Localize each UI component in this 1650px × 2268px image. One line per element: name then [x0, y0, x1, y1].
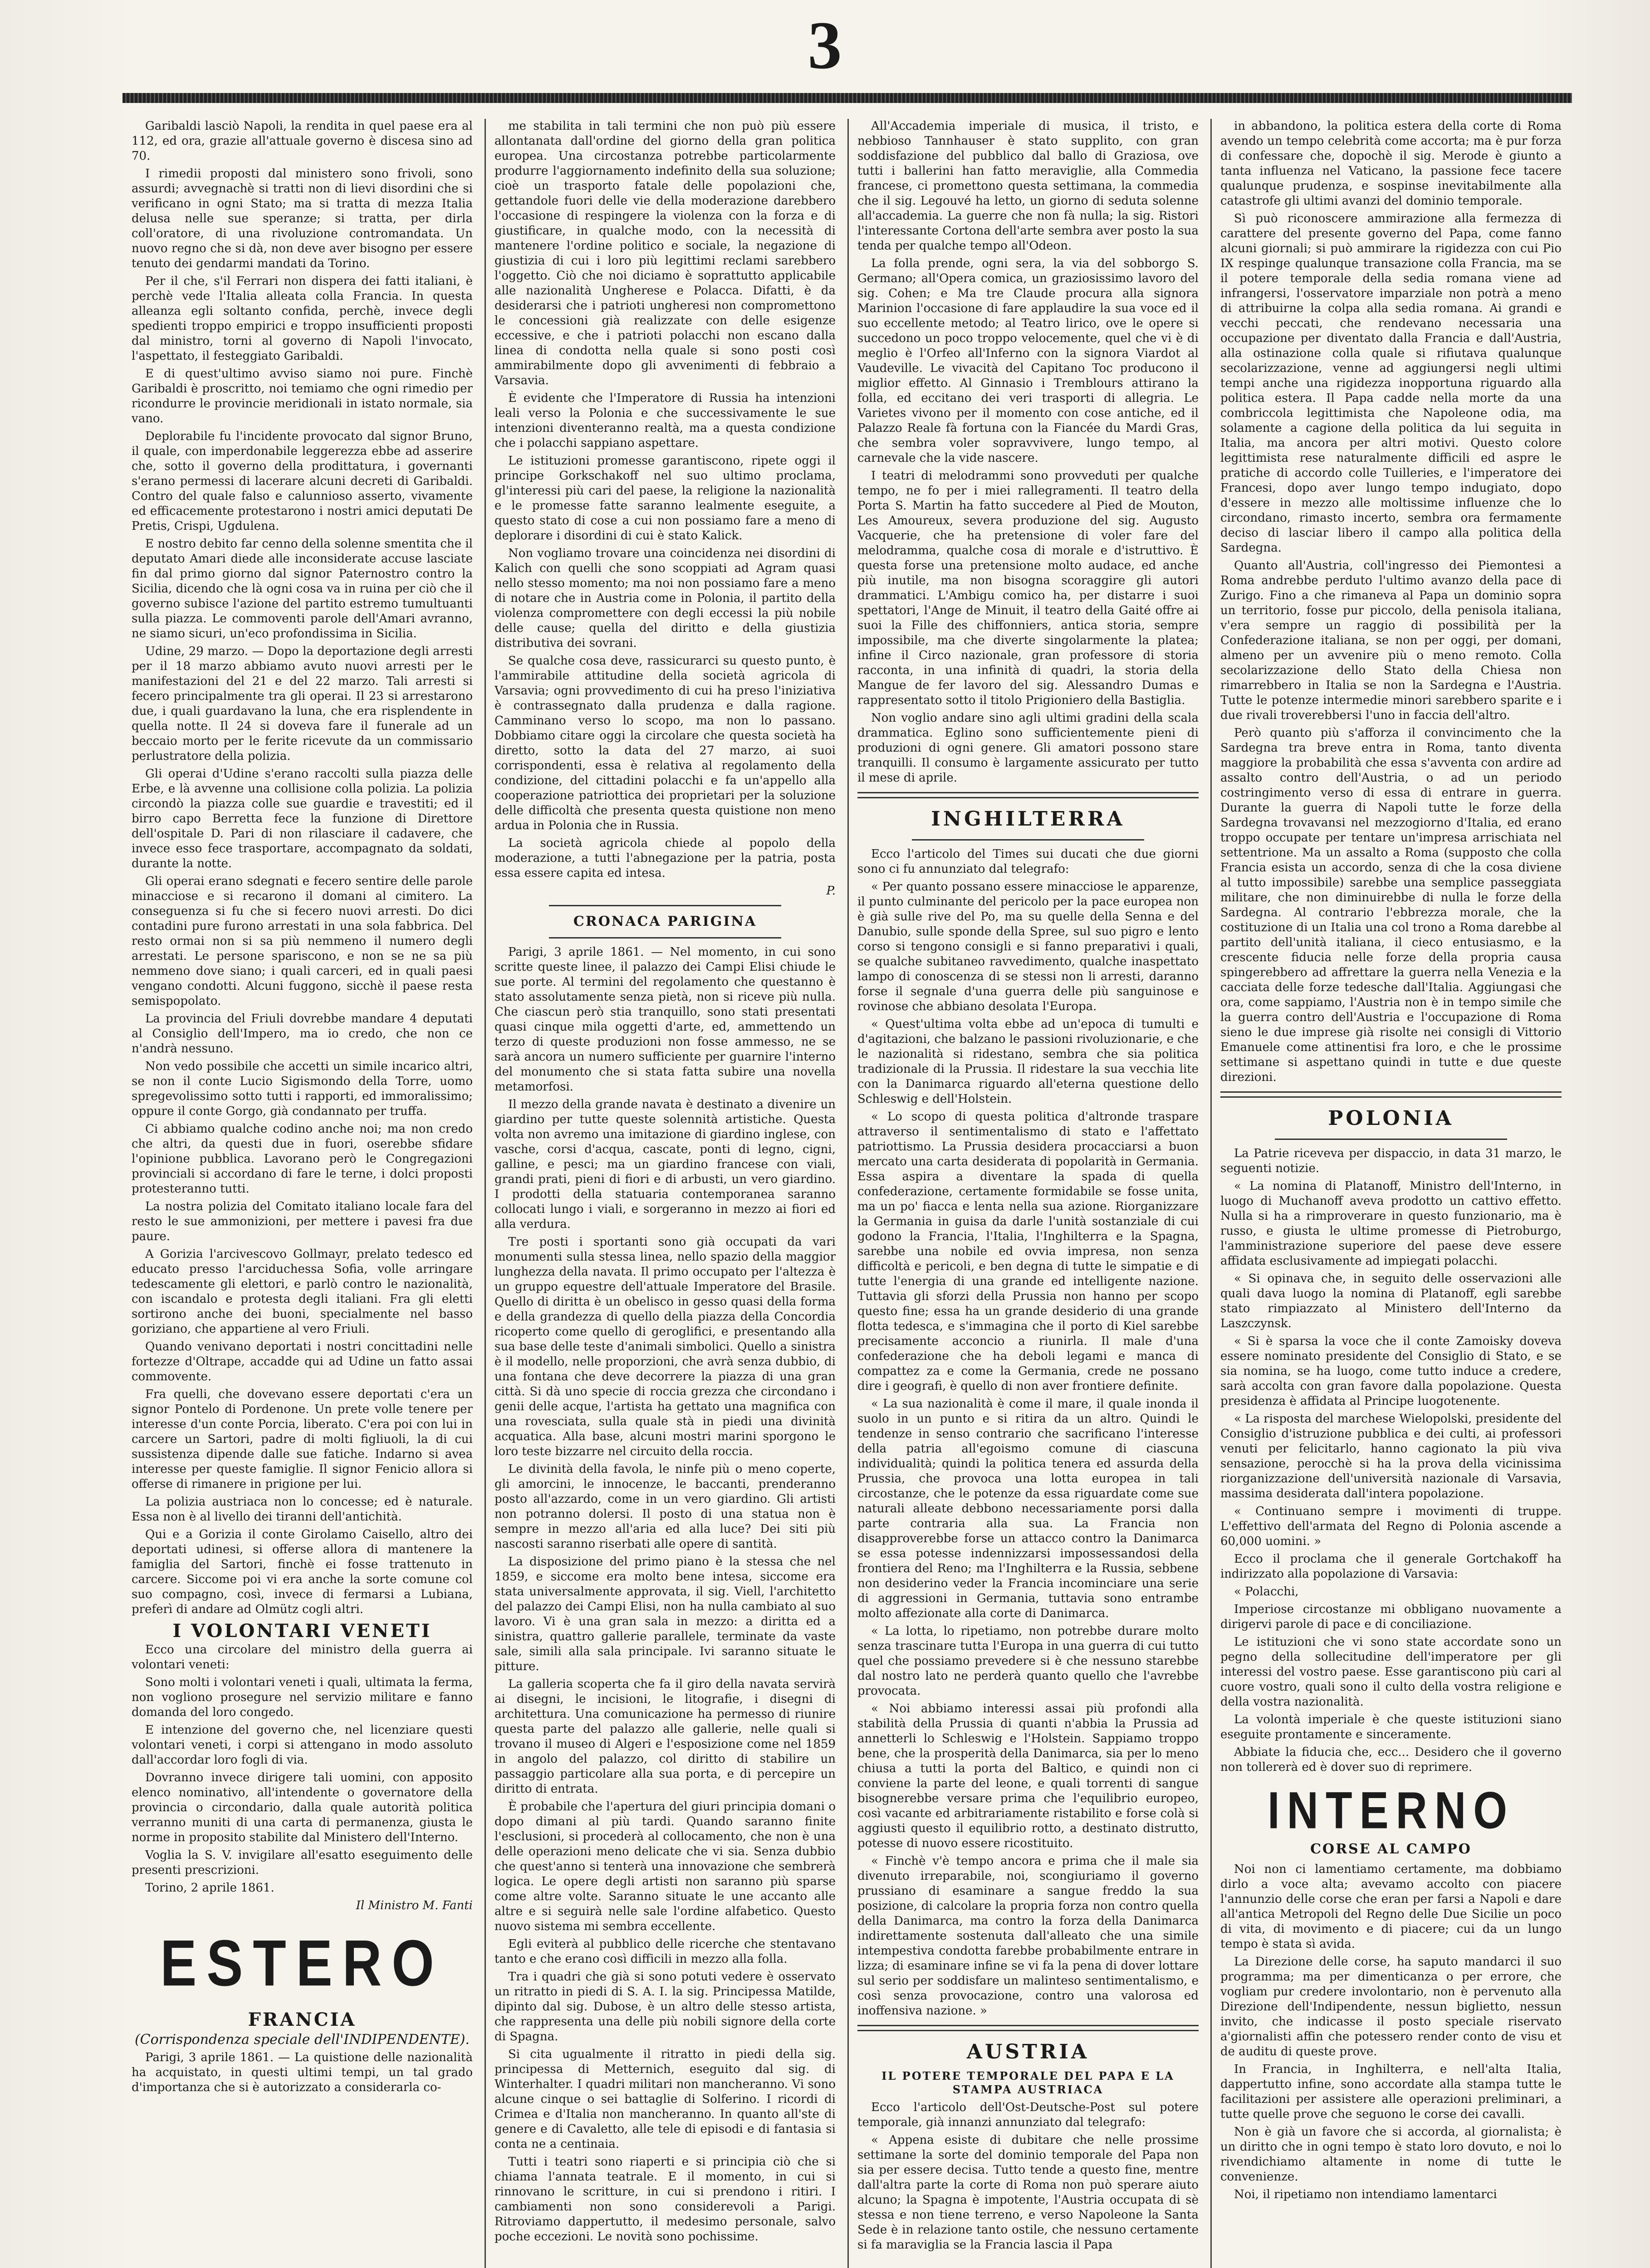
paragraph: Tra i quadri che già si sono potuti vedere è osservato un ritratto in piedi di S. A. I. la sig. Principessa Matilde, dipinto dal sig. Dubose, è un altro delle stesso artista, che rappresenta una delle più nobili signore della corte di Spagna. — [495, 1970, 836, 2043]
paragraph: « La sua nazionalità è come il mare, il quale inonda il suolo in un punto e si ritira da un altro. Quindi le tendenze in senso contrario che sacrificano l'interesse della patria all'egoismo comune di ciascuna individualità; quindi la politica tenera ed assurda della Prussia, che provoca una lotta europea in tali circostanze, che le potenze da essa riguardate come sue naturali alleate debbono necessariamente porsi dalla parte contraria alla sua. La Francia non disapproverebbe forse un attacco contro la Danimarca se essa potesse indennizzarsi impossessandosi della frontiera del Reno; ma l'Inghilterra e la Russia, sebbene non desiderino veder la Francia incominciare una serie di aggressioni in Germania, tuttavia sono entrambe molto affezionate alla corte di Danimarca. — [857, 1397, 1199, 1620]
column-1 — [132, 119, 473, 2268]
paragraph: Le istituzioni promesse garantiscono, ripete oggi il principe Gorkschakoff nel suo ultimo proclama, gl'interessi più cari del paese, la religione la nazionalità e le promesse fatte saranno lealmente eseguite, a questo stato di cose a cui non possiamo fare a meno di deplorare i disordini di cui è stato Kalick. — [495, 454, 836, 543]
paragraph: Abbiate la fiducia che, ecc... Desidero che il governo non tollererà ed è dover suo di reprimere. — [1220, 1745, 1562, 1774]
paragraph: Noi, il ripetiamo non intendiamo lamentarci — [1234, 2188, 1497, 2201]
heading-francia: FRANCIA — [248, 2009, 357, 2030]
paragraph: « Si opinava che, in seguito delle osservazioni alle quali dava luogo la nomina di Platanoff, egli sarebbe stato rimpiazzato al Ministero dell'Interno da Laszczynsk. — [1220, 1272, 1562, 1330]
paragraph: Noi non ci lamentiamo certamente, ma dobbiamo dirlo a voce alta; avevamo accolto con piacere l'annunzio delle corse che eran per farsi a Napoli e dare all'antica Metropoli del Regno delle Due Sicilie un poco di vita, di movimento e di piacere; cui da un lungo tempo è stata sì avida. — [1220, 1862, 1562, 1951]
paragraph: Ecco una circolare del ministro della guerra ai volontari veneti: — [132, 1643, 473, 1672]
paragraph: Fra quelli, che dovevano essere deportati c'era un signor Pontelo di Pordenone. Un prete volle tenere per interesse d'un conte Porcia, liberato. C'era poi con lui in carcere un Sartori, padre di molti figliuoli, la di cui sussistenza dipende dalle sue fatiche. Indarno si avea interesse per queste famiglie. Il signor Fenicio allora si offerse di rimanere in prigione per lui. — [132, 1388, 473, 1491]
austria-subtitle: IL POTERE TEMPORALE DEL PAPA E LA STAMPA AUSTRIACA — [881, 2069, 1175, 2096]
paragraph: È evidente che l'Imperatore di Russia ha intenzioni leali verso la Polonia e che successivamente le sue intenzioni diventeranno realtà, ma a questa condizione che i polacchi sappiano aspettare. — [495, 391, 836, 450]
paragraph: Il mezzo della grande navata è destinato a divenire un giardino per tutte queste solennità artistiche. Questa volta non avremo una imitazione di giardino inglese, con vasche, corsi d'acqua, cascate, ponti di legno, cigni, galline, e pesci; ma un giardino francese con viali, grandi prati, pieni di fiori e di arbusti, un vero giardino. I prodotti della statuaria contemporanea saranno collocati lungo i viali, e sorgeranno in mezzo ai fiori ed alla verdura. — [495, 1098, 836, 1231]
paragraph: Gli operai erano sdegnati e fecero sentire delle parole minacciose e si recarono il domani al cimitero. La conseguenza si fu che si fecero nuovi arresti. Do dici contadini pure furono arrestati in una sola fabbrica. Del resto ormai non si sa più nemmeno il numero degli arrestati. Le persone spariscono, e non se ne sa più nemmeno dove siano; i quali carceri, ed in quali paesi vengano condotti. Alcuni fuggono, sicchè il paese resta semispopolato. — [132, 875, 473, 1008]
paragraph: Quando venivano deportati i nostri concittadini nelle fortezze d'Oltrape, accadde qui ad Udine un fatto assai commovente. — [132, 1340, 473, 1383]
paragraph: E nostro debito far cenno della solenne smentita che il deputato Amari diede alle inconsiderate accuse lasciate fin dal primo giorno dal signor Paternostro contro la Sicilia, dicendo che là ogni cosa va in ruina per ciò che il governo subisce l'azione del partito estremo tumultuanti sulla piazza. Le commoventi parole dell'Amari avranno, ne siamo sicuri, un'eco profondissima in Sicilia. — [132, 537, 473, 640]
column-4-body — [1220, 119, 1562, 1085]
column-separator — [1210, 119, 1212, 2268]
polonia-body — [1220, 1146, 1562, 1775]
paragraph: Tutti i teatri sono riaperti e si principia ciò che si chiama l'annata teatrale. E il momento, in cui si rinnovano le scritture, in cui si prendono i ritiri. I cambiamenti non sono considerevoli a Parigi. Ritroviamo dappertutto, il medesimo personale, salvo poche eccezioni. Le novità sono pochissime. — [495, 2155, 836, 2244]
heading-corse-al-campo: CORSE AL CAMPO — [1310, 1841, 1472, 1857]
paragraph: Sì può riconoscere ammirazione alla fermezza di carattere del presente governo del Papa, come fanno alcuni giornali; si può ammirare la rigidezza con cui Pio IX respinge qualunque transazione colla Francia, ma se il potere temporale della sedia romana viene ad infrangersi, l'osservatore imparziale non potrà a meno di attribuirne la colpa alla sedia romana. Ai grandi e vecchi peccati, che rendevano necessaria una occupazione per diventato dalla Francia e dall'Austria, alla ostinazione colla quale si rifiutava qualunque secolarizzazione, venne ad aggiungersi negli ultimi tempi anche una rigidezza inopportuna riguardo alla politica estera. Il Papa cadde nella morte da una combriccola legittimista che Napoleone odia, ma solamente a cagione della politica da lui seguita in Italia, ma ancora per altri motivi. Questo colore legittimista rese naturalmente difficili ed aspre le pratiche di accordo colle Tuilleries, e l'imperatore dei Francesi, dopo aver lungo tempo indugiato, dopo d'essere in mezzo alle moltissime influenze che lo circondano, rimasto incerto, sembra ora fermamente deciso di lasciar libero il campo alla politica della Sardegna. — [1220, 212, 1562, 555]
paragraph: In Francia, in Inghilterra, e nell'alta Italia, dappertutto infine, sono accordate alla stampa tutte le facilitazioni per assistere alle operazioni preliminari, a tutte quelle prove che seguono le corse dei cavalli. — [1220, 2063, 1562, 2121]
paragraph: Ecco l'articolo del Times sui ducati che due giorni sono ci fu annunziato dal telegrafo: — [857, 847, 1199, 876]
header-rule — [122, 93, 1572, 103]
paragraph: « Si è sparsa la voce che il conte Zamoisky doveva essere nominato presidente del Consiglio di Stato, e se sia nomina, se ha luogo, come tutto induce a credere, sarà accolta con gran favore dalla popolazione. Questa presidenza è affidata al Principe luogotenente. — [1220, 1334, 1562, 1408]
paragraph: Non vedo possibile che accetti un simile incarico altri, se non il conte Lucio Sigismondo della Torre, uomo spregevolissimo sotto tutti i rapporti, ed immoralissimo; oppure il conte Gorgo, già condannato per truffa. — [132, 1060, 473, 1118]
paragraph: Non è già un favore che si accorda, al giornalista; è un diritto che in ogni tempo è stato loro dovuto, e noi lo rivendichiamo altamente in nome di tutte le convenienze. — [1220, 2125, 1562, 2184]
cronaca-body — [495, 945, 836, 2244]
column-3-body — [857, 119, 1199, 786]
paragraph: Però quanto più s'afforza il convincimento che la Sardegna tra breve entra in Roma, tanto diventa maggiore la probabilità che essa s'avventa con ardire ad assalto contro dell'Austria, o ad un periodo costringimento verso di essa di entrare in guerra. Durante la guerra di Napoli tutte le forze della Sardegna trovavansi nel mezzogiorno d'Italia, ed erano troppo occupate per tentare un'impresa arrischiata nel settentrione. Ma un assalto a Roma (supposto che colla Francia esista un accordo, senza di che la cosa diviene al tutto impossibile) sarebbe una semplice passeggiata militare, che non diminuirebbe di nulla le forze della Sardegna. Al contrario l'ebbrezza morale, che la costituzione di un Italia una col trono a Roma darebbe al partito dell'unità italiana, il cieco entusiasmo, e la crescente fiducia nelle forze della propria causa spingerebbero ad affrettare la guerra nella Venezia e la cacciata delle forze tedesche dall'Italia. Aggiungasi che ora, come sappiamo, l'Austria non è in tempo simile che la guerra contro dell'Austria e l'occupazione di Roma sieno le due imprese già risolte nei consigli di Vittorio Emanuele come attinentisi fra loro, e che le prossime settimane si aspettano quindi in tutte e due queste direzioni. — [1220, 726, 1562, 1084]
paragraph: « Continuano sempre i movimenti di truppe. L'effettivo dell'armata del Regno di Polonia ascende a 60,000 uomini. » — [1220, 1505, 1562, 1548]
paragraph: « Finchè v'è tempo ancora e prima che il male sia divenuto irreparabile, noi, scongiuriamo il governo prussiano di esaminare a sangue freddo la sua posizione, di calcolare la propria forza non contro quella della Danimarca, ma contro la forza della Danimarca indirettamente sostenuta dall'alleato che una simile intempestiva condotta farebbe probabilmente entrare in lizza; di esaminare infine se vi fa la pena di dover lottare sul serio per soddisfare un malinteso sentimentalismo, e così senza provocazione, contro una valorosa ed inoffensiva nazione. » — [857, 1854, 1199, 2018]
paragraph: Per il che, s'il Ferrari non dispera dei fatti italiani, è perchè vede l'Italia alleata colla Francia. In questa alleanza egli soltanto confida, perchè, invece degli spedienti troppo empirici e troppo insufficienti proposti dal ministro, torni al governo di Napoli l'invocato, l'aspettato, il festeggiato Garibaldi. — [132, 274, 473, 363]
paragraph: La società agricola chiede al popolo della moderazione, a tutti l'abnegazione per la patria, posta essa essere capita ed intesa. — [495, 836, 836, 880]
paragraph: « Quest'ultima volta ebbe ad un'epoca di tumulti e d'agitazioni, che balzano le passioni rivoluzionarie, e che le nazionalità si ridestano, sembra che sia politica tradizionale di la Prussia. Il ridestare la sua vecchia lite con la Danimarca riguardo all'eterna questione dello Schleswig e dell'Holstein. — [857, 1017, 1199, 1106]
paragraph: Parigi, 3 aprile 1861. — Nel momento, in cui sono scritte queste linee, il palazzo dei Campi Elisi chiude le sue porte. Al termini del regolamento che questanno è stato assolutamente senza pietà, non si riceve più nulla. Che ciascun però stia tranquillo, sono stati presentati quasi cinque mila oggetti d'arte, ed, ammettendo un terzo di queste produzioni non fosse ammesso, ne se sarà ancora un numero sufficiente per guarnire l'interno del monumento che si stata fatta subire una novella metamorfosi. — [495, 945, 836, 1094]
minister-signature: Il Ministro M. Fanti — [356, 1899, 473, 1912]
divider — [912, 839, 1144, 841]
paragraph: Si cita ugualmente il ritratto in piedi della sig. principessa di Metternich, eseguito dal sig. di Winterhalter. I quadri militari non mancheranno. Vi sono alcune cinque o sei battaglie di Solferino. I ricordi di Crimea e d'Italia non mancheranno. In quanto all'ste di genere e di Cavaletto, alle tele di episodi e di fantasia si conta ne a centinaia. — [495, 2048, 836, 2151]
divider — [857, 792, 1199, 798]
heading-inghilterra: INGHILTERRA — [931, 807, 1125, 831]
divider — [549, 937, 781, 938]
paragraph: La polizia austriaca non lo concesse; ed è naturale. Essa non è al livello dei tiranni dell'antichità. — [132, 1495, 473, 1524]
paragraph: « Noi abbiamo interessi assai più profondi alla stabilità della Prussia di quanti n'abbia la Prussia ad annetterli lo Schleswig e l'Holstein. Sappiamo troppo bene, che la prosperità della Danimarca, sia per lo meno chiusa a tutti la porta del Baltico, e quindi non ci conviene la parte del leone, e quali torrenti di sangue bisognerebbe versare prima che l'equilibrio europeo, così vacante ed arbitrariamente ristabilito e forse colà si aggiusti questo il equilibrio rotto, a destinato distrutto, potesse di nuovo essere ricostituito. — [857, 1702, 1199, 1850]
paragraph: « Per quanto possano essere minacciose le apparenze, il punto culminante del pericolo per la pace europea non è già sulle rive del Po, ma su quelle della Senna e del Danubio, sulle sponde della Spree, sul suo pigro e lento corso si tengono consigli e si fanno preparativi i quali, se qualche subitaneo ravvedimento, qualche inaspettato lampo di conoscenza di se stessi non li arresti, daranno forse il segnale d'una guerra delle più sanguinose e rovinose che abbiano desolata l'Europa. — [857, 880, 1199, 1013]
divider — [1275, 1139, 1507, 1140]
paragraph: Quanto all'Austria, coll'ingresso dei Piemontesi a Roma andrebbe perduto l'ultimo avanzo della pace di Zurigo. Fino a che rimaneva al Papa un dominio sopra un territorio, fosse pur piccolo, della penisola italiana, v'era sempre un raggio di possibilità per la Confederazione italiana, se non per oggi, per domani, almeno per un avvenire più o meno remoto. Colla secolarizzazione dello Stato della Chiesa non rimarrebbero in Italia se non la Sardegna e l'Austria. Tutte le potenze intermedie minori sarebbero sparite e i due rivali troverebbersi l'uno in faccia dell'altro. — [1220, 559, 1562, 722]
paragraph: Voglia la S. V. invigilare all'esatto eseguimento delle presenti prescrizioni. — [132, 1848, 473, 1877]
paragraph: Imperiose circostanze mi obbligano nuovamente a dirigervi parole di pace e di conciliazione. — [1220, 1603, 1562, 1631]
paragraph: Non vogliamo trovare una coincidenza nei disordini di Kalich con quelli che sono scoppiati ad Agram quasi nello stesso momento; ma noi non possiamo fare a meno di notare che in Austria come in Polonia, il partito della violenza compromettere con degli eccessi la più nobile delle cause; quella del diritto e della giustizia distributiva dei sovrani. — [495, 547, 836, 650]
heading-austria: AUSTRIA — [966, 2040, 1090, 2063]
paragraph: Ci abbiamo qualche codino anche noi; ma non credo che altri, da questi due in fuori, oserebbe sfidare l'opinione pubblica. Lavorano però le Congregazioni provinciali si accordano di fare le terne, i dolci proposti protesteranno tutti. — [132, 1122, 473, 1196]
column-2-body — [495, 119, 836, 881]
paragraph: Sono molti i volontari veneti i quali, ultimata la ferma, non vogliono prosegure nel servizio militare e fanno domanda del loro congedo. — [132, 1676, 473, 1719]
paragraph: A Gorizia l'arcivescovo Gollmayr, prelato tedesco ed educato presso l'arciduchessa Sofia, volle arringare tedescamente gli elettori, e parlò contro le nazionalità, con iscandalo e protesta degli italiani. Fra gli eletti sortirono anche dei buoni, specialmente nel basso goriziano, che appartiene al vero Friuli. — [132, 1247, 473, 1336]
paragraph: « Appena esiste di dubitare che nelle prossime settimane la sorte del dominio temporale del Papa non sia per essere decisa. Tutto tende a questo fine, mentre dall'altra parte la corte di Roma non può sperare aiuto alcuno; la Spagna è impotente, l'Austria occupata di sè stessa e non tiene terreno, e verso Napoleone la Santa Sede è in relazione tanto ostile, che nessuno certamente si fa maraviglia se la Francia lascia il Papa — [857, 2133, 1199, 2252]
divider — [857, 2025, 1199, 2031]
paragraph: Le istituzioni che vi sono state accordate sono un pegno della sollecitudine dell'imperatore per gli interessi del vostro paese. Esse garantiscono più cari al cuore vostro, quali sono il culto della vostra religione e della vostra nazionalità. — [1220, 1635, 1562, 1709]
paragraph: « La lotta, lo ripetiamo, non potrebbe durare molto senza trascinare tutta l'Europa in una guerra di cui tutto quel che possiamo prevedere si è che nessuno starebbe dal nostro lato ne perderà quanto quello che l'avrebbe provocata. — [857, 1624, 1199, 1698]
section-estero: ESTERO — [160, 1926, 444, 2000]
heading-volontari-veneti: I VOLONTARI VENETI — [172, 1620, 432, 1642]
heading-cronaca-parigina: CRONACA PARIGINA — [573, 914, 757, 929]
paragraph: E di quest'ultimo avviso siamo noi pure. Finchè Garibaldi è proscritto, noi temiamo che ogni rimedio per ricondurre le provincie meridionali in istato normale, sia vano. — [132, 367, 473, 425]
paragraph: La disposizione del primo piano è la stessa che nel 1859, e siccome era molto bene intesa, siccome era stata universalmente approvata, il sig. Viell, l'architetto del palazzo dei Campi Elisi, non ha nulla cambiato al suo lavoro. Vi è una gran sala in mezzo: a diritta ed a sinistra, quattro gallerie parallele, terminate da vaste sale, simili alla sala principale. Ivi saranno situate le pitture. — [495, 1555, 836, 1673]
austria-body — [857, 2100, 1199, 2253]
paragraph: Gli operai d'Udine s'erano raccolti sulla piazza delle Erbe, e là avvenne una collisione colla polizia. La polizia circondò la piazza colle sue guardie e travestiti; ed il birro capo Berretta fece la funzione di Direttore dell'ospitale D. Pari di non rilasciare il cadavere, che invece esso fece trasportare, accompagnato da soldati, durante la notte. — [132, 767, 473, 870]
section-interno: INTERNO — [1268, 1781, 1514, 1840]
paragraph: La volontà imperiale è che queste istituzioni siano eseguite prontamente e sinceramente. — [1220, 1713, 1562, 1741]
paragraph: I rimedii proposti dal ministero sono frivoli, sono assurdi; avvegnachè si tratti non di lievi disordini che si verificano in ogni Stato; ma si tratta di mezza Italia delusa nelle sue speranze; si tratta, per dirla coll'oratore, di una rivoluzione contromandata. Un nuovo regno che si dà, non deve aver bisogno per essere tenuto dei gendarmi mandati da Torino. — [132, 167, 473, 270]
francia-subtitle: (Corrispondenza speciale dell'INDIPENDENTE). — [134, 2032, 470, 2048]
paragraph: in abbandono, la politica estera della corte di Roma avendo un tempo celebrità come accorta; ma è pur forza di confessare che, dopochè il sig. Merode è giunto a tanta influenza nel Vaticano, la passione fece tacere qualunque prudenza, e sospinse inevitabilmente alla catastrofe gli ultimi avanzi del dominio temporale. — [1220, 119, 1562, 208]
paragraph: me stabilita in tali termini che non può più essere allontanata dall'ordine del giorno della gran politica europea. Una circostanza potrebbe particolarmente produrre l'aggiornamento indefinito della sua soluzione; cioè un trasporto fatale delle popolazioni che, gettandole fuori delle vie della moderazione darebbero l'occasione di respingere la violenza con la forza e di giustificare, in qualche modo, con la necessità di mantenere l'ordine politico e sociale, la negazione di giustizia di cui i loro più legittimi reclami sarebbero l'oggetto. Ciò che noi diciamo è soprattutto applicabile alle nazionalità Ungherese e Polacca. Difatti, è da desiderarsi che i patrioti ungheresi non compromettono le concessioni già realizzate con delle esigenze eccessive, e che i patrioti polacchi non escano dalla linea di condotta nella quale si sono posti così ammirabilmente dopo gli avvenimenti di febbraio a Varsavia. — [495, 119, 836, 387]
paragraph: Qui e a Gorizia il conte Girolamo Caisello, altro dei deportati udinesi, si offerse allora di mantenere la famiglia del Sartori, finchè ei fosse trattenuto in carcere. Siccome poi vi era anche la sorte comune col suo compagno, così, invece di fermarsi a Lubiana, preferì di andare ad Olmütz cogli altri. — [132, 1528, 473, 1616]
page-number: 3 — [808, 8, 842, 83]
column-3 — [857, 119, 1199, 2268]
heading-polonia: POLONIA — [1328, 1107, 1454, 1130]
paragraph: Udine, 29 marzo. — Dopo la deportazione degli arresti per il 18 marzo abbiamo avuto nuovi arresti per le manifestazioni del 21 e del 22 marzo. Tali arresti si fecero principalmente tra gli operai. Il 23 si arrestarono due, i quali guardavano la luna, che era risplendente in quella notte. Il 24 si doveva fare il funerale ad un beccaio morto per le ferite ricevute da un commissario perlustratore della polizia. — [132, 645, 473, 763]
divider — [1220, 1091, 1562, 1098]
paragraph: La provincia del Friuli dovrebbe mandare 4 deputati al Consiglio dell'Impero, ma io credo, che non ce n'andrà nessuno. — [132, 1012, 473, 1056]
paragraph: Se qualche cosa deve, rassicurarci su questo punto, è l'ammirabile attitudine della società agricola di Varsavia; ogni provvedimento di cui ha preso l'iniziativa è contrassegnato dalla prudenza e dalla ragione. Camminano verso lo scopo, ma non lo passano. Dobbiamo citare oggi la circolare che questa società ha diretto, sotto la data del 27 marzo, ai suoi corrispondenti, essa è relativa al regolamento della condizione, del cittadini polacchi e fa un'appello alla cooperazione patriottica dei proprietari per la soluzione delle difficoltà che presenta questa quistione non meno ardua in Polonia che in Russia. — [495, 654, 836, 832]
paragraph: Ecco il proclama che il generale Gortchakoff ha indirizzato alla popolazione di Varsavia: — [1220, 1552, 1562, 1581]
paragraph: La Patrie riceveva per dispaccio, in data 31 marzo, le seguenti notizie. — [1220, 1147, 1562, 1175]
corse-body — [1220, 1862, 1562, 2202]
paragraph: La galleria scoperta che fa il giro della navata servirà ai disegni, le incisioni, le litografie, i disegni di architettura. Una comunicazione ha permesso di riunire questa parte del palazzo alle gallerie, nelle quali si trovano il museo di Algeri e l'esposizione come nel 1859 in angolo del palazzo, col diritto di stabilire un passaggio particolare alla sua porta, e di percepire un diritto di entrata. — [495, 1677, 836, 1796]
column-1-body — [132, 119, 473, 1617]
paragraph: « Lo scopo di questa politica d'altronde traspare attraverso il sentimentalismo di stato e l'affettato patriottismo. La Prussia desidera procacciarsi a buon mercato una carta desiderata di popolarità in Germania. Essa aspira a diventare la spada di quella confederazione, certamente formidabile se fosse unita, ma un po' fiacca e lenta nella sua azione. Riorganizzare la Germania in guisa da darle l'unità sostanziale di cui godono la Francia, l'Italia, l'Inghilterra e la Spagna, sarebbe una nobile ed ovvia impresa, non senza difficoltà e pericoli, e ben degna di tutte le simpatie e di tutte l'energia di una grande ed intelligente nazione. Tuttavia gli sforzi della Prussia non hanno per scopo questo fine; essa ha un grande desiderio di una grande flotta tedesca, e s'immagina che il porto di Kiel sarebbe precisamente acconcio a riunirla. Il male d'una confederazione che ha deboli legami e manca di compattez za e come la Germania, crede ne possano dire i geografi, è quello di non aver frontiere definite. — [857, 1110, 1199, 1393]
paragraph: La nostra polizia del Comitato italiano locale fara del resto le sue ammonizioni, per mettere i pavesi fra due paure. — [132, 1200, 473, 1243]
paragraph: Egli eviterà al pubblico delle ricerche che stentavano tanto e che erano così difficili in mezzo alla folla. — [495, 1937, 836, 1966]
inghilterra-body — [857, 847, 1199, 2019]
divider — [549, 905, 781, 906]
paragraph: La folla prende, ogni sera, la via del sobborgo S. Germano; all'Opera comica, un graziosissimo lavoro del sig. Cohen; e Ma tre Claude procura alla signora Marinion l'occasione di fare applaudire la sua voce ed il suo eccellente metodo; al Teatro lirico, ove le opere si succedono un poco troppo velocemente, quel che vi è di meglio è l'Orfeo all'Inferno con la signora Viardot al Vaudeville. Le vivacità del Capitano Toc producono il miglior effetto. Al Ginnasio i Tremblours attirano la folla, ed eccitano dei veri trasporti di allegria. Le Varietes vivono per il momento con cose antiche, ed il Palazzo Reale fà fortuna con la Fiancée du Mardi Gras, che sembra voler sopravvivere, lungo tempo, al carnevale che la vide nascere. — [857, 257, 1199, 465]
paragraph: Torino, 2 aprile 1861. — [145, 1881, 274, 1895]
column-4 — [1220, 119, 1562, 2268]
paragraph: Dovranno invece dirigere tali uomini, con apposito elenco nominativo, all'intendente o governatore della provincia o circondario, dalla quale autorità politica verranno muniti di una carta di permanenza, giusta le norme in proposito stabilite dal Ministero dell'Interno. — [132, 1771, 473, 1844]
column-separator — [847, 119, 849, 2268]
paragraph: Non voglio andare sino agli ultimi gradini della scala drammatica. Eglino sono sufficientemente pieni di produzioni di ogni genere. Gli amatori possono stare tranquilli. Il consumo è largamente assicurato per tutto il mese di aprile. — [857, 711, 1199, 785]
volontari-body — [132, 1642, 473, 1896]
paragraph: Tre posti i sportanti sono già occupati da vari monumenti sulla stessa linea, nello spazio della maggior lunghezza della navata. Il primo occupato per l'altezza è un gruppo equestre dell'attuale Imperatore del Brasile. Quello di diritta è un obelisco in gesso quasi della forma e della grandezza di quello della piazza della Concordia ricoperto come quello di geroglifici, e presentando alla sua base delle teste d'animali simbolici. Quello a sinistra è il modello, nelle proporzioni, che avrà senza dubbio, di una fontana che deve decorrere la piazza di una gran città. Si dà uno specie di roccia grezza che circondano i genii delle acque, l'artista ha gettato una magnifica con una rovesciata, sulla quale stà in piedi una divinità acquatica. Alla base, alcuni mostri marini sporgono le loro teste bizzarre nel circuito della roccia. — [495, 1235, 836, 1458]
paragraph: « La nomina di Platanoff, Ministro dell'Interno, in luogo di Muchanoff aveva prodotto un cattivo effetto. Nulla si ha a rimproverare in questo funzionario, ma è russo, e giusta le ultime promesse di Pietroburgo, l'amministrazione superiore del paese deve essere affidata esclusivamente ad impiegati polacchi. — [1220, 1179, 1562, 1268]
paragraph: All'Accademia imperiale di musica, il tristo, e nebbioso Tannhauser è stato supplito, con gran soddisfazione del pubblico dal ballo di Graziosa, ove tutti i ballerini han fatto meraviglie, alla Commedia francese, ci promettono questa settimana, la commedia che il sig. Legouvé ha letto, un giorno di seduta solenne all'accademia. La guerre che non fà nulla; la sig. Ristori l'interessante Cortona dell'arte sembra aver posto la sua tenda per qualche tempo all'Odeon. — [857, 119, 1199, 253]
column-separator — [485, 119, 486, 2268]
paragraph: Le divinità della favola, le ninfe più o meno coperte, gli amorcini, le innocenze, le baccanti, prenderanno posto all'azzardo, come in un vero giardino. Gli artisti non potranno dolersi. Il posto di una statua non è sempre in mezzo all'aria ed alla luce? Dei siti più nascosti saranno riserbati alle opere di santità. — [495, 1462, 836, 1551]
paragraph: I teatri di melodrammi sono provveduti per qualche tempo, ne fo per i miei rallegramenti. Il teatro della Porta S. Martin ha fatto succedere al Pied de Mouton, Les Amoureux, severa produzione del sig. Augusto Vacquerie, che ha pretensione di voler fare del melodramma, qualche cosa di morale e d'istruttivo. È questa forse una pretensione molto audace, ed anche più inutile, ma non bisogna scoraggire gli autori drammatici. L'Ambigu comico ha, per distarre i suoi spettatori, l'Ange de Minuit, il teatro della Gaité offre ai suoi la Fille des chiffonniers, antica storia, sempre impossibile, ma che diverte singolarmente la platea; infine il Circo nazionale, gran professore di storia racconta, in una infinità di quadri, la storia della Mangue de fer lavoro del sig. Alessandro Dumas e rappresentato sotto il titolo Prigioniero della Bastiglia. — [857, 469, 1199, 707]
francia-paragraph: Parigi, 3 aprile 1861. — La quistione delle nazionalità ha acquistato, in questi ultimi tempi, un tal grado d'importanza che si è autorizzato a considerarla co- — [132, 2051, 473, 2094]
column-2 — [495, 119, 836, 2268]
paragraph: « Polacchi, — [1234, 1585, 1299, 1598]
paragraph: Ecco l'articolo dell'Ost-Deutsche-Post sul potere temporale, già innanzi annunziato dal telegrafo: — [857, 2101, 1199, 2129]
paragraph: Garibaldi lasciò Napoli, la rendita in quel paese era al 112, ed ora, grazie all'attuale governo è discesa sino ad 70. — [132, 119, 473, 163]
paragraph: È probabile che l'apertura del giuri principia domani o dopo dimani al più tardi. Quando saranno finite l'esclusioni, si procederà al collocamento, che non è una delle operazioni meno delicate che vi sia. Senza dubbio che quest'anno si tenterà una innovazione che sembrerà logica. Le opere degli artisti non saranno più sparse come altre volte. Saranno situate le une accanto alle altre e si seguirà nelle sale l'ordine alfabetico. Questo nuovo sistema mi sembra eccellente. — [495, 1800, 836, 1933]
paragraph: Deplorabile fu l'incidente provocato dal signor Bruno, il quale, con imperdonabile leggerezza ebbe ad asserire che, sotto il governo della prodittatura, i governanti s'erano permessi di lacerare alcuni decreti di Garibaldi. Contro del quale falso e calunnioso asserto, vivamente ed efficacemente protestarono i nostri amici deputati De Pretis, Crispi, Ugdulena. — [132, 430, 473, 533]
paragraph: « La risposta del marchese Wielopolski, presidente del Consiglio d'istruzione pubblica e dei culti, ai professori venuti per felicitarlo, hanno cagionato la più viva sensazione, perocchè si ha la prova della vicinissima riorganizzazione dell'università nazionale di Varsavia, massima desiderata dall'intera popolazione. — [1220, 1412, 1562, 1501]
paragraph: La Direzione delle corse, ha saputo mandarci il suo programma; ma per dimenticanza o per errore, che vogliam pur credere involontario, non è pervenuto alla Direzione dell'Indipendente, nessun biglietto, nessun invito, che indicasse il posto speciale riservato a'giornalisti affin che potessero render conto de visu et de auditu di queste prove. — [1220, 1955, 1562, 2058]
paragraph: E intenzione del governo che, nel licenziare questi volontari veneti, i corpi si attengano in modo assoluto dall'accordar loro fogli di via. — [132, 1723, 473, 1767]
article-initial: P. — [826, 884, 836, 898]
